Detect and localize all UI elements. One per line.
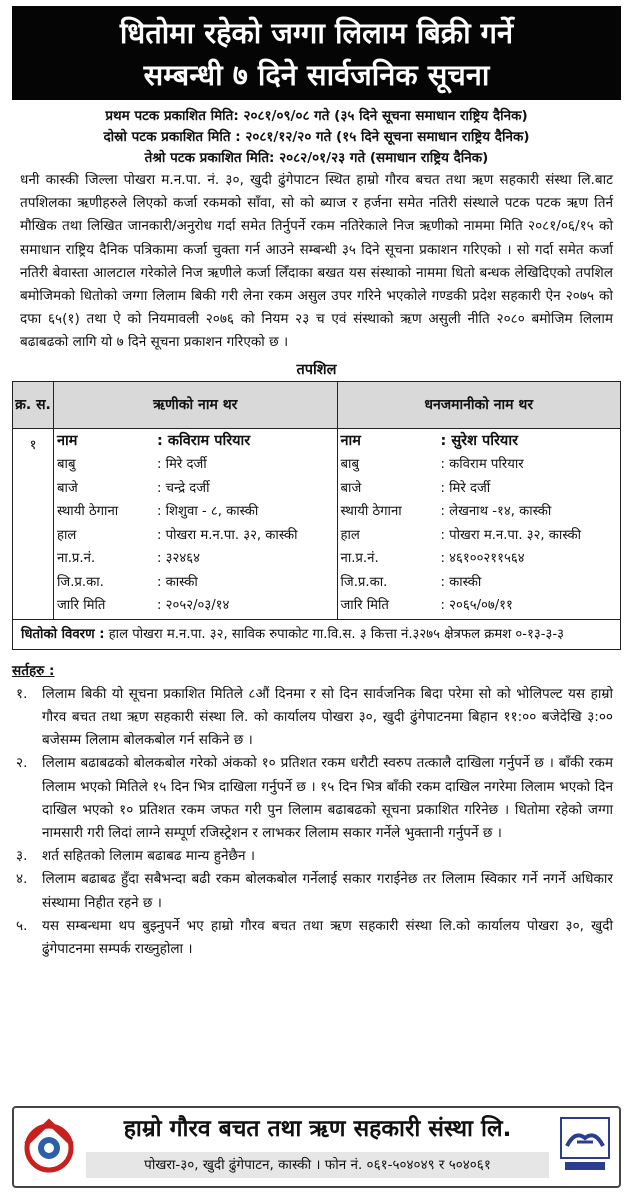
col-serial: क्र. स. (13, 381, 54, 428)
condition-text: लिलाम बढाबढ हुँदा सबैभन्दा बढी रकम बोलकबोल गर्नेलाई सकार गराईनेछ तर लिलाम स्विकार गर्ने नगर्ने अधिकार संस्थामा निहीत रहने छ । (42, 871, 613, 911)
borrower-field-label: जारि मिति (57, 598, 106, 614)
details-heading: तपशिल (296, 361, 337, 378)
borrower-field-label: ना.प्र.नं. (57, 551, 96, 567)
borrower-row (55, 430, 336, 454)
owner-field-value: : कविराम परियार (440, 457, 524, 473)
collateral-text: हाल पोखरा म.न.पा. ३२, साविक रुपाकोट गा.वि.स. ३ कित्ता नं.३२७५ क्षेत्रफल क्रमश ०-१३-३-३ (108, 626, 564, 642)
owner-field-label: ना.प्र.नं. (340, 551, 379, 567)
borrower-row (55, 453, 336, 477)
title-banner (12, 6, 621, 100)
owner-field-label: बाबु (340, 457, 359, 473)
condition-item (12, 845, 621, 868)
row-serial: १ (13, 428, 54, 619)
owner-row (339, 524, 620, 548)
intro-paragraph: धनी कास्की जिल्ला पोखरा म.न.पा. नं. ३०, खुदी ढुंगेपाटन स्थित हाम्रो गौरव बचत तथा ऋण सहकारी संस्था लि.बाट तपशिलका ऋणीहरुले लिएको कर्जा रकमको साँवा, सो को ब्याज र हर्जना समेत नतिरी संस्थाले पटक पटक ऋण तिर्न मौखिक तथा लिखित जानकारी/अनुरोध गर्दा समेत तिर्नुपर्ने रकम नतिरेकाले निज ऋणीको नाममा मिति २०८१/०६/१५ को समाधान राष्ट्रिय दैनिक पत्रिकामा कर्जा चुक्ता गर्न आउने सम्बन्धी ३५ दिने सूचना प्रकाशन गरिएको । सो गर्दा समेत कर्जा नतिरी बेवास्ता आलटाल गरेकोले निज ऋणीले कर्जा लिँदाका बखत यस संस्थाको नाममा धितो बन्धक लेखिदिएको तपशिल बमोजिमको धितोको जग्गा लिलाम बिकी गरी लेना रकम असुल उपर गरिने भएकोले गण्डकी प्रदेश सहकारी ऐन २०७५ को दफा ६५(१) तथा ऐ को नियमावली २०७६ को नियम २३ च एवं संस्थाको ऋण असुली नीति २०८० बमोजिम लिलाम बढाबढको लागि यो ७ दिने सूचना प्रकाशन गरिएको छ । (20, 172, 613, 351)
condition-item (12, 683, 621, 753)
col-borrower: ऋणीको नाम थर (54, 381, 338, 428)
owner-field-value: : कास्की (440, 574, 482, 590)
borrower-field-label: स्थायी ठेगाना (57, 504, 119, 520)
owner-field-value: : पोखरा म.न.पा. ३२, कास्की (440, 527, 582, 543)
footer-banner (12, 1106, 621, 1188)
owner-field-label: जि.प्र.का. (340, 574, 388, 590)
condition-item (12, 915, 621, 961)
borrower-field-label: बाजे (57, 480, 78, 496)
condition-text: यस सम्बन्धमा थप बुझ्नुपर्ने भए हाम्रो गौरव बचत तथा ऋण सहकारी संस्था लि.को कार्यालय पोखरा ३०, खुदी ढुंगेपाटनमा सम्पर्क राख्नुहोला । (42, 917, 613, 958)
owner-field-label: हाल (340, 527, 360, 543)
condition-text: लिलाम बिकी यो सूचना प्रकाशित मितिले ८औं दिनमा र सो दिन सार्वजनिक बिदा परेमा सो को भोलिपल्ट यस हाम्रो गौरव बचत तथा ऋण सहकारी संस्था लि. को कार्यालय पोखरा ३०, खुदी ढुंगेपाटनमा बिहान ११:०० बजेदेखि ३:०० बजेसम्म लिलाम बोलकबोल गर्न सकिने छ । (42, 685, 613, 749)
col-owner: धनजमानीको नाम थर (337, 381, 621, 428)
publication-dates (12, 106, 621, 169)
publication-line: तेश्रो पटक प्रकाशित मिति: २०८२/०१/२३ गते (समाधान राष्ट्रिय दैनिक) (144, 150, 489, 166)
borrower-row (55, 477, 336, 501)
owner-row (339, 594, 620, 618)
borrower-row (55, 524, 336, 548)
owner-field-value: : सुरेश परियार (440, 432, 519, 449)
borrower-field-value: : शिशुवा - ८, कास्की (157, 504, 259, 520)
borrower-field-label: नाम (57, 432, 78, 449)
owner-field-label: जारि मिति (340, 598, 389, 614)
condition-number: ५. (16, 917, 28, 934)
notice-page (0, 6, 633, 1194)
title-line-1: धितोमा रहेको जग्गा लिलाम बिक्री गर्ने (119, 16, 514, 50)
table-row (13, 428, 621, 619)
collateral-details (12, 620, 621, 650)
organization-address: पोखरा-३०, खुदी ढुंगेपाटन, कास्की । फोन नं. ०६१-५०४०४९ र ५०४०६१ (86, 1152, 549, 1178)
borrower-field-value: : पोखरा म.न.पा. ३२, कास्की (157, 527, 298, 543)
borrower-field-value: : कविराम परियार (157, 432, 251, 449)
borrower-field-label: हाल (57, 527, 77, 543)
owner-field-label: स्थायी ठेगाना (340, 504, 402, 520)
owner-field-value: : २०६५/०७/११ (440, 598, 513, 614)
owner-row (339, 547, 620, 571)
condition-text: शर्त सहितको लिलाम बढाबढ मान्य हुनेछैन । (42, 848, 256, 865)
condition-item (12, 868, 621, 914)
owner-field-label: नाम (340, 432, 361, 449)
borrower-row (55, 571, 336, 595)
owner-details (337, 428, 621, 619)
borrower-field-label: बाबु (57, 457, 76, 473)
condition-number: ३. (16, 848, 28, 865)
condition-number: २. (16, 755, 28, 772)
borrower-row (55, 547, 336, 571)
owner-field-value: : मिरे दर्जी (440, 480, 491, 496)
details-table (12, 381, 621, 620)
borrower-field-value: : कास्की (157, 574, 198, 590)
owner-field-label: बाजे (340, 480, 362, 496)
title-line-2: सम्बन्धी ७ दिने सार्वजनिक सूचना (143, 58, 490, 92)
borrower-row (55, 500, 336, 524)
owner-row (339, 477, 620, 501)
condition-item (12, 752, 621, 845)
borrower-field-value: : चन्द्रे दर्जी (157, 480, 210, 496)
condition-text: लिलाम बढाबढको बोलकबोल गरेको अंकको १० प्रतिशत रकम धरौटी स्वरुप तत्कालै दाखिला गर्नुपर्ने छ । बाँकी रकम लिलाम भएको मितिले १५ दिन भित्र दाखिला गर्नुपर्ने छ । १५ दिन भित्र बाँकी रकम दाखिल नगरेमा लिलाम भएको दिन दाखिल भएको १० प्रतिशत रकम जफत गरी पुन लिलाम बढाबढको सूचना प्रकाशित गरिनेछ । धितोमा रहेको जग्गा नामसारी गरी लिदां लाग्ने सम्पूर्ण रजिस्ट्रेशन र लाभकर लिलाम सकार गर्नेले भुक्तानी गर्नुपर्ने छ । (42, 755, 613, 842)
owner-row (339, 571, 620, 595)
handshake-logo-icon (559, 1116, 611, 1174)
borrower-field-value: : २०५२/०३/१४ (157, 598, 230, 614)
owner-row (339, 453, 620, 477)
owner-field-value: : लेखनाथ -१४, कास्की (440, 504, 552, 520)
borrower-row (55, 594, 336, 618)
cooperative-emblem-icon (20, 1116, 78, 1174)
conditions-section (12, 660, 621, 962)
collateral-label: धितोको विवरण : (21, 626, 105, 642)
owner-row (339, 500, 620, 524)
publication-line: दोस्रो पटक प्रकाशित मिति : २०८१/१२/२० गते (१५ दिने सूचना समाधान राष्ट्रिय दैनिक) (103, 129, 530, 145)
owner-row (339, 430, 620, 454)
organization-name: हाम्रो गौरव बचत तथा ऋण सहकारी संस्था लि. (123, 1116, 512, 1142)
borrower-details (54, 428, 338, 619)
borrower-field-value: : ३२४६४ (157, 551, 200, 567)
condition-number: १. (16, 685, 28, 702)
conditions-title: सर्तहरु : (12, 662, 55, 679)
borrower-field-value: : मिरे दर्जी (157, 457, 207, 473)
borrower-field-label: जि.प्र.का. (57, 574, 104, 590)
publication-line: प्रथम पटक प्रकाशित मिति: २०८१/०९/०८ गते (३५ दिने सूचना समाधान राष्ट्रिय दैनिक) (105, 108, 528, 124)
condition-number: ४. (16, 871, 28, 888)
owner-field-value: : ४६१००२११५६४ (440, 551, 525, 567)
